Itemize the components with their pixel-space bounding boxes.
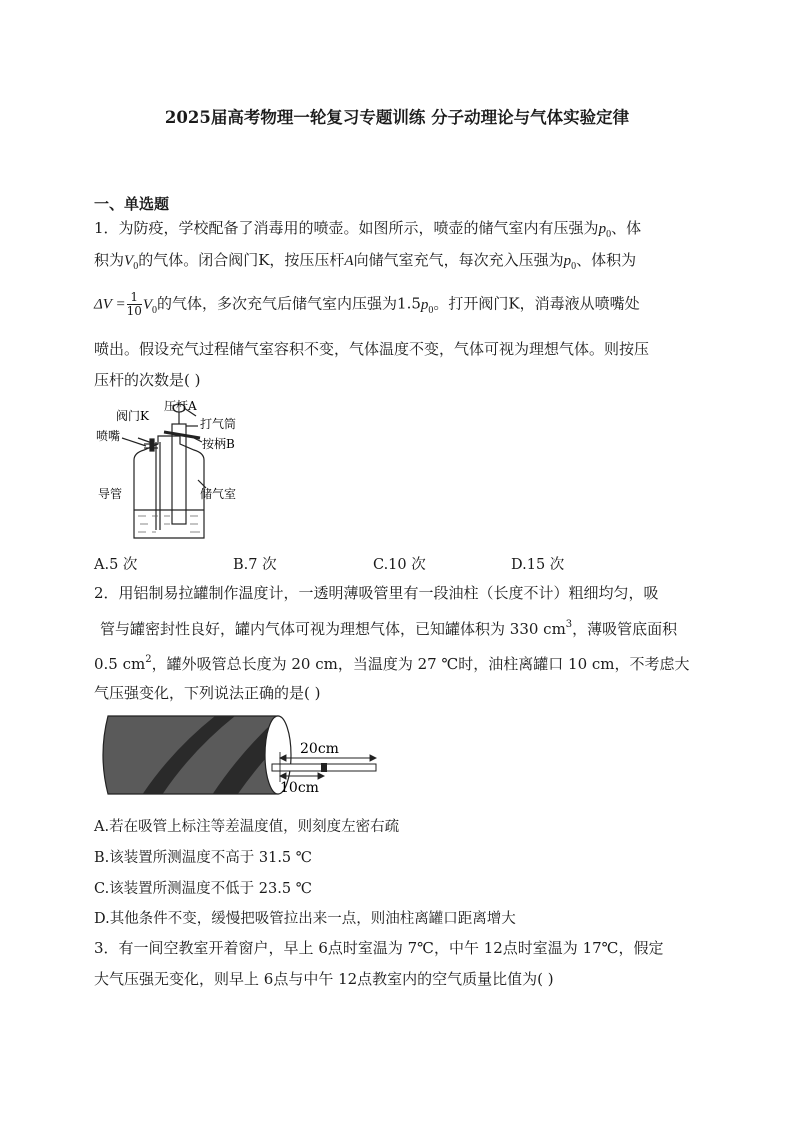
q1-line-1: 1．为防疫，学校配备了消毒用的喷壶。如图所示，喷壶的储气室内有压强为$p_0$、体 bbox=[94, 219, 642, 240]
q2-option-b[interactable]: B.该装置所测温度不高于 31.5 ℃ bbox=[94, 850, 312, 866]
can-figure bbox=[100, 712, 382, 798]
label-chamber: 储气室 bbox=[200, 487, 237, 501]
q1-option-d[interactable]: D.15 次 bbox=[511, 557, 565, 573]
q1-line-2: 积为$V_0$的气体。闭合阀门K，按压压杆A向储气室充气，每次充入压强为$p_0$、体积为 bbox=[94, 251, 637, 272]
q3-line-1: 3．有一间空教室开着窗户，早上 6点时室温为 7℃，中午 12点时室温为 17℃，假定 bbox=[94, 939, 664, 957]
q2-option-d[interactable]: D.其他条件不变，缓慢把吸管拉出来一点，则油柱离罐口距离增大 bbox=[94, 911, 516, 927]
label-rod: 压杆A bbox=[164, 399, 197, 413]
section-heading: 一、单选题 bbox=[94, 195, 170, 213]
q1-line-5: 压杆的次数是( ) bbox=[94, 371, 201, 389]
q2-option-c[interactable]: C.该装置所测温度不低于 23.5 ℃ bbox=[94, 881, 312, 897]
q2-line-1: 2．用铝制易拉罐制作温度计，一透明薄吸管里有一段油柱（长度不计）粗细均匀，吸 bbox=[94, 584, 659, 602]
q1-option-b[interactable]: B.7 次 bbox=[233, 557, 277, 573]
q1-line-4: 喷出。假设充气过程储气室容积不变，气体温度不变，气体可视为理想气体。则按压 bbox=[94, 340, 650, 358]
q3-line-2: 大气压强无变化，则早上 6点与中午 12点教室内的空气质量比值为( ) bbox=[94, 970, 554, 988]
q2-option-a[interactable]: A.若在吸管上标注等差温度值，则刻度左密右疏 bbox=[94, 819, 400, 835]
q1-option-a[interactable]: A.5 次 bbox=[94, 557, 138, 573]
q2-line-2: 管与罐密封性良好，罐内气体可视为理想气体，已知罐体积为 330 $cm^3$，薄吸管底面积 bbox=[100, 619, 678, 638]
sprayer-figure bbox=[94, 398, 274, 544]
q1-line-3: ΔV = $\frac{1}{10}$ $V_0$的气体，多次充气后储气室内压强为$1.5p_0$。打开阀门K，消毒液从喷嘴处 bbox=[94, 290, 640, 318]
page-title: 2025届高考物理一轮复习专题训练 分子动理论与气体实验定律 bbox=[164, 108, 630, 127]
label-tube: 导管 bbox=[98, 487, 123, 501]
label-handle: 按柄B bbox=[202, 437, 235, 451]
label-20cm: 20cm bbox=[300, 741, 339, 757]
label-pump: 打气筒 bbox=[200, 417, 237, 431]
label-10cm: 10cm bbox=[280, 780, 319, 796]
q2-line-3: 0.5 $cm^2$，罐外吸管总长度为 20 cm，当温度为 27 ℃时，油柱离罐口 10 cm，不考虑大 bbox=[94, 654, 690, 673]
label-nozzle: 喷嘴 bbox=[96, 429, 121, 443]
label-valve: 阀门K bbox=[116, 409, 149, 423]
q1-option-c[interactable]: C.10 次 bbox=[373, 557, 426, 573]
fraction: $\frac{1}{10}$ bbox=[126, 290, 142, 318]
q2-line-4: 气压强变化，下列说法正确的是( ) bbox=[94, 684, 321, 702]
